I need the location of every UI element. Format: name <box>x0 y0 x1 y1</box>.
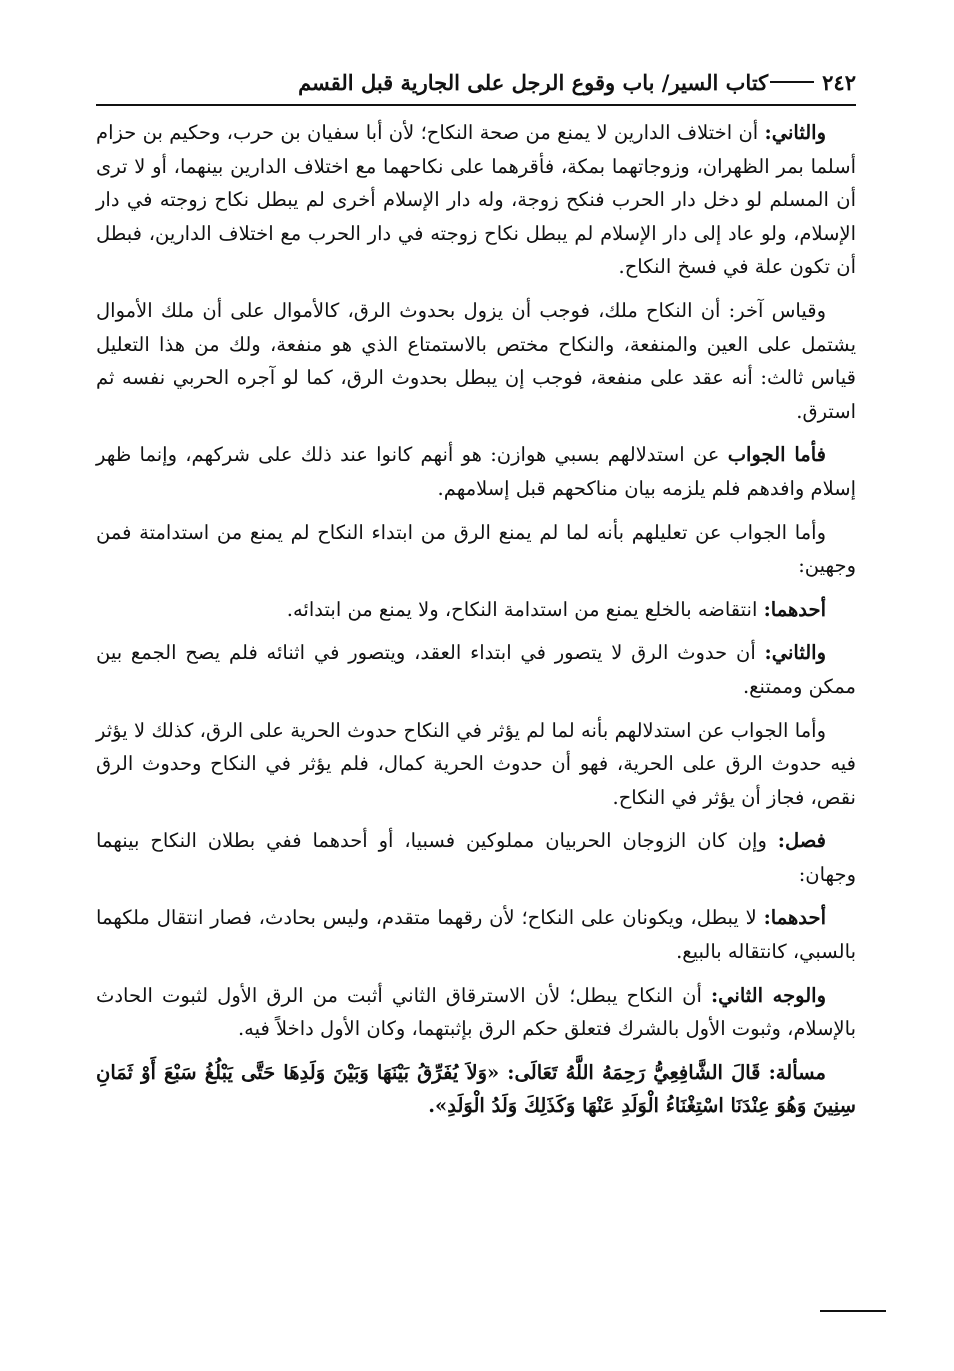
paragraph-lead: فصل: <box>777 829 826 853</box>
paragraph-lead: والثاني: <box>764 121 826 144</box>
running-header <box>96 60 856 104</box>
paragraph <box>96 901 856 968</box>
paragraph <box>96 116 856 284</box>
paragraph-text: وقياس آخر: أن النكاح ملك، فوجب أن يزول بحدوث الرق، كالأموال على أن ملك الأموال يشتمل على العين والمنفعة، والنكاح مختص بالاستمتاع الذي هو منفعة، ولك من هذا التعليل قياس ثالث: أنه عقد على منفعة، فوجب إن يبطل بحدوث الرق، كما لو آجره الحربي نفسه ثم استرق. <box>96 298 857 423</box>
quoted-text: «وَلاَ يُفَرِّقُ بَيْنَهَا وَبَيْنَ وَلَدِهَا حَتَّى يَبْلُغُ سَبْعَ أَوْ ثَمَانِ سِنِينَ وَهُوَ عِنْدَنَا اسْتِغْنَاءُ الْوَلَدِ عَنْهَا وَكَذَلِكَ وَلَدُ الْوَلَدِ». <box>96 1060 856 1118</box>
paragraph-text: وإن كان الزوجان الحربيان مملوكين فسبيا، أو أحدهما ففي بطلان النكاح بينهما وجهان: <box>96 829 856 886</box>
page-number: ٢٤٢ <box>822 69 856 95</box>
header-dash-rule <box>770 81 814 83</box>
paragraph-text: أن حدوث الرق لا يتصور في ابتداء العقد، ويتصور في اثنائه فلم يصح الجمع بين ممكن وممتنع. <box>96 641 856 698</box>
paragraph-text: انتقاضه بالخلع يمنع من استدامة النكاح، ولا يمنع من ابتدائه. <box>286 597 764 621</box>
paragraph <box>96 593 856 627</box>
header-title: كتاب السير/ باب وقوع الرجل على الجارية قبل القسم <box>298 69 769 95</box>
paragraph-lead: والوجه الثاني: <box>710 983 826 1007</box>
paragraph-masala <box>96 1056 856 1123</box>
header-underline <box>96 104 856 106</box>
paragraph <box>96 824 856 891</box>
paragraph-lead: فأما الجواب <box>727 443 827 467</box>
paragraph-text: أن النكاح يبطل؛ لأن الاسترقاق الثاني أثبت من الرق الأول لثبوت الحادث بالإسلام، وثبوت الأول بالشرك فتعلق حكم الرق بإثبتهما، وكان الأول داخلاً فيه. <box>96 983 856 1041</box>
paragraph <box>96 714 856 815</box>
paragraph <box>96 294 856 428</box>
paragraph-text: عن استدلالهم بسبي هوازن: هو أنهم كانوا عند ذلك على شركهم، وإنما ظهر إسلام وافدهم فلم يلزمه بيان مناكحهم قبل إسلامهم. <box>96 443 856 500</box>
paragraph-text: وأما الجواب عن استدلالهم بأنه لما لم يؤثر في النكاح حدوث الحرية على الرق، كذلك لا يؤثر فيه حدوث الرق على الحرية، فهو أن حدوث الحرية كمال، فلم يؤثر في النكاح وحدوث الرق نقص، فجاز أن يؤثر في النكاح. <box>96 718 856 809</box>
paragraph-text: أن اختلاف الدارين لا يمنع من صحة النكاح؛ لأن أبا سفيان بن حرب، وحكيم بن حزام أسلما بمر الظهران، وزوجاتهما بمكة، فأقرهما على نكاحهما مع اختلاف الدارين بينهما، أو لا ترى أن المسلم لو دخل دار الحرب فنكح زوجة، وله دار الإسلام أخرى لم يبطل نكاح زوجته في دار الإسلام، ولو عاد إلى دار الإسلام لم يبطل نكاح زوجته في دار الحرب مع اختلاف الدارين، فبطل أن تكون علة في فسخ النكاح. <box>96 121 856 279</box>
document-page <box>96 60 856 1133</box>
footer-rule <box>820 1310 886 1312</box>
paragraph-text: لا يبطل، ويكونان على النكاح؛ لأن رقهما متقدم، وليس بحادث، فصار انتقال ملكهما بالسبي، كانتقاله بالبيع. <box>96 906 856 964</box>
paragraph <box>96 438 856 505</box>
paragraph-lead: أحدهما: <box>763 597 826 621</box>
paragraph-text: وأما الجواب عن تعليلهم بأنه لما لم يمنع الرق من ابتداء النكاح لم يمنع من استدامتة فمن وجهين: <box>96 520 856 578</box>
paragraph-lead: أحدهما: <box>763 906 826 930</box>
paragraph-lead: والثاني: <box>764 641 826 665</box>
paragraph <box>96 636 856 703</box>
paragraph <box>96 516 856 583</box>
paragraph <box>96 979 856 1046</box>
paragraph-lead: مسألة: قَالَ الشَّافِعِيُّ رَحِمَهُ اللَّهُ تَعَالَى: <box>507 1060 826 1084</box>
body-text <box>96 116 856 1123</box>
